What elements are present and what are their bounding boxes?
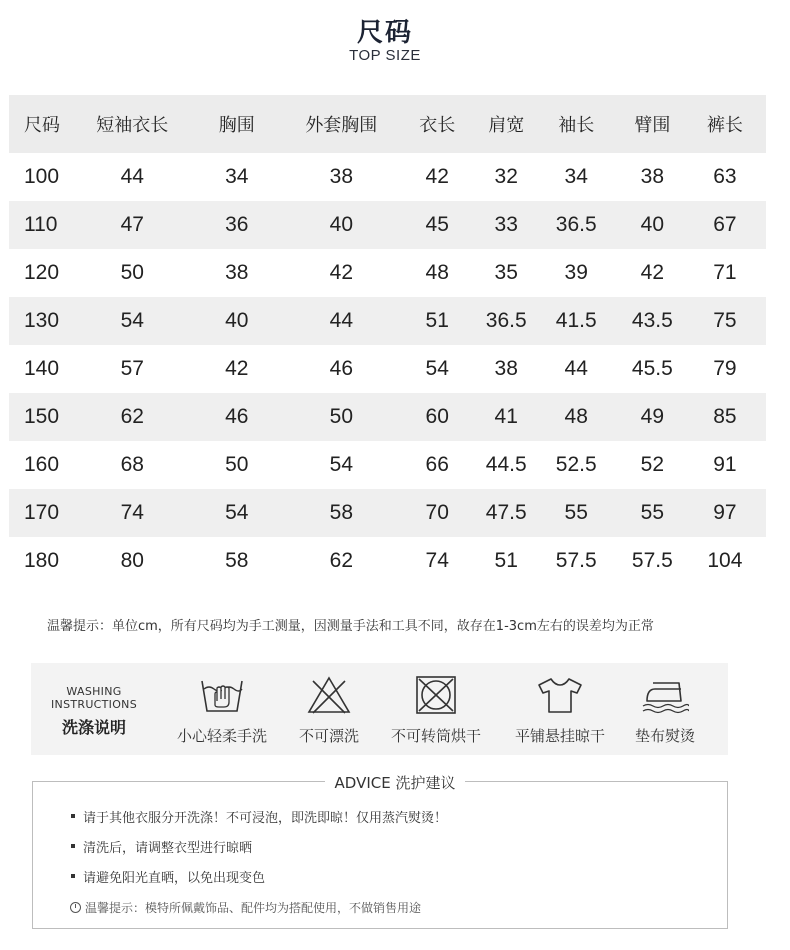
- measurement-cell: 63: [713, 165, 737, 188]
- wash-item-label: 不可漂洗: [298, 727, 359, 745]
- measurement-cell: 42: [425, 165, 449, 188]
- column-header: 外套胸围: [289, 95, 394, 153]
- measurement-cell: 44: [564, 357, 588, 380]
- measurement-cell: 42: [329, 261, 353, 284]
- column-header: 衣长: [394, 95, 481, 153]
- size-cell: 140: [24, 357, 60, 380]
- washing-title: [46, 685, 142, 738]
- advice-text: 请于其他衣服分开洗涤！不可浸泡，即洗即晾！仅用蒸汽熨烫！: [83, 811, 448, 826]
- advice-text: 请避免阳光直晒，以免出现变色: [83, 871, 266, 886]
- column-header: 尺码: [9, 95, 80, 153]
- measurement-cell: 46: [185, 393, 290, 441]
- table-row: [9, 537, 766, 585]
- measurement-cell: 43.5: [621, 297, 684, 345]
- page-title-zh: 尺码: [356, 18, 413, 48]
- measurement-cell: 49: [621, 393, 684, 441]
- advice-title-text: ADVICE 洗护建议: [325, 774, 466, 792]
- size-cell: 150: [9, 393, 80, 441]
- measurement-cell: 60: [394, 393, 481, 441]
- measurement-cell: 54: [329, 453, 353, 476]
- advice-tip-text: 温馨提示：模特所佩戴饰品、配件均为搭配使用，不做销售用途: [85, 901, 422, 915]
- size-table-header-row: [9, 95, 766, 153]
- measurement-cell: 38: [640, 165, 664, 188]
- wash-item-no-tumble-dry: [381, 675, 491, 746]
- page-title-en: TOP SIZE: [349, 47, 421, 64]
- size-cell: 100: [24, 165, 60, 188]
- measurement-cell: 33: [481, 201, 532, 249]
- measurement-cell: 44.5: [485, 453, 527, 476]
- washing-title-en-line2: INSTRUCTIONS: [51, 698, 137, 711]
- measurement-cell: 40: [185, 297, 290, 345]
- iron-with-cloth-icon: [641, 675, 689, 715]
- measurement-cell: 55: [532, 489, 621, 537]
- measurement-cell: 48: [532, 393, 621, 441]
- measurement-cell: 44: [289, 297, 394, 345]
- measurement-cell: 50: [225, 453, 249, 476]
- measurement-cell: 57: [120, 357, 144, 380]
- measurement-cell: 35: [494, 261, 518, 284]
- measurement-cell: 58: [225, 549, 249, 572]
- measurement-cell: 36: [185, 201, 290, 249]
- column-header: 裤长: [684, 95, 766, 153]
- no-bleach-icon: [305, 675, 353, 715]
- column-header: 胸围: [185, 95, 290, 153]
- measurement-cell: 62: [80, 393, 185, 441]
- measurement-cell: 34: [564, 165, 588, 188]
- table-row: [9, 489, 766, 537]
- measurement-cell: 52: [640, 453, 664, 476]
- measurement-cell: 45: [394, 201, 481, 249]
- measurement-cell: 54: [80, 297, 185, 345]
- measurement-cell: 58: [289, 489, 394, 537]
- no-tumble-dry-icon: [414, 675, 458, 715]
- table-row: [9, 153, 766, 201]
- measurement-cell: 42: [225, 357, 249, 380]
- measurement-cell: 85: [684, 393, 766, 441]
- clock-icon: [70, 902, 81, 913]
- table-row: [9, 441, 766, 489]
- measurement-cell: 75: [684, 297, 766, 345]
- table-row: [9, 393, 766, 441]
- measurement-cell: 46: [329, 357, 353, 380]
- measurement-cell: 67: [684, 201, 766, 249]
- measurement-cell: 38: [225, 261, 249, 284]
- measurement-cell: 50: [289, 393, 394, 441]
- size-cell: 110: [9, 201, 80, 249]
- measurement-cell: 52.5: [555, 453, 597, 476]
- measurement-cell: 40: [289, 201, 394, 249]
- size-cell: 170: [9, 489, 80, 537]
- measurement-cell: 51: [394, 297, 481, 345]
- measurement-cell: 54: [425, 357, 449, 380]
- size-cell: 180: [24, 549, 60, 572]
- measurement-cell: 55: [621, 489, 684, 537]
- wash-item-no-bleach: [289, 675, 369, 746]
- column-header: 袖长: [532, 95, 621, 153]
- measurement-cell: 40: [621, 201, 684, 249]
- wash-item-dry-flat: [505, 675, 615, 746]
- bullet-icon: [71, 814, 75, 818]
- measurement-cell: 38: [494, 357, 518, 380]
- measurement-cell: 104: [707, 549, 743, 572]
- wash-item-hand-wash: [172, 675, 272, 746]
- measurement-cell: 50: [120, 261, 144, 284]
- list-item: [71, 807, 447, 837]
- measurement-cell: 54: [185, 489, 290, 537]
- measurement-cell: 39: [564, 261, 588, 284]
- measurement-cell: 62: [329, 549, 353, 572]
- measurement-cell: 45.5: [631, 357, 673, 380]
- size-cell: 130: [9, 297, 80, 345]
- table-row: [9, 345, 766, 393]
- measurement-cell: 91: [713, 453, 737, 476]
- column-header: 短袖衣长: [80, 95, 185, 153]
- measurement-cell: 80: [120, 549, 144, 572]
- table-row: [9, 249, 766, 297]
- measurement-cell: 42: [640, 261, 664, 284]
- measurement-cell: 57.5: [555, 549, 597, 572]
- measurement-cell: 71: [713, 261, 737, 284]
- measurement-cell: 79: [713, 357, 737, 380]
- measurement-cell: 97: [684, 489, 766, 537]
- table-row: [9, 201, 766, 249]
- measurement-cell: 32: [494, 165, 518, 188]
- measurement-cell: 47.5: [481, 489, 532, 537]
- wash-item-label: 垫布熨烫: [634, 727, 695, 745]
- washing-title-en-line1: WASHING: [66, 685, 122, 698]
- size-table: [9, 95, 766, 585]
- measurement-note: 温馨提示：单位cm，所有尺码均为手工测量，因测量手法和工具不同，故存在1-3cm左右的误差均为正常: [47, 619, 654, 634]
- measurement-cell: 47: [80, 201, 185, 249]
- wash-item-label: 不可转筒烘干: [390, 727, 481, 745]
- measurement-cell: 68: [120, 453, 144, 476]
- measurement-cell: 74: [80, 489, 185, 537]
- table-row: [9, 297, 766, 345]
- measurement-cell: 66: [425, 453, 449, 476]
- column-header: 肩宽: [481, 95, 532, 153]
- advice-box: [32, 781, 728, 929]
- advice-text: 清洗后，请调整衣型进行晾晒: [83, 841, 253, 856]
- list-item: [71, 867, 447, 897]
- measurement-cell: 36.5: [481, 297, 532, 345]
- advice-tip: [70, 899, 421, 916]
- measurement-cell: 34: [225, 165, 249, 188]
- hand-wash-icon: [198, 675, 246, 715]
- measurement-cell: 70: [394, 489, 481, 537]
- column-header: 臂围: [621, 95, 684, 153]
- advice-title: [0, 772, 790, 793]
- wash-item-label: 平铺悬挂晾干: [514, 727, 605, 745]
- advice-list: [71, 807, 447, 897]
- measurement-cell: 48: [425, 261, 449, 284]
- washing-title-zh: 洗涤说明: [61, 718, 126, 737]
- measurement-cell: 44: [120, 165, 144, 188]
- measurement-cell: 38: [329, 165, 353, 188]
- washing-instructions-panel: [31, 663, 728, 755]
- measurement-cell: 57.5: [631, 549, 673, 572]
- measurement-cell: 36.5: [532, 201, 621, 249]
- size-cell: 160: [24, 453, 60, 476]
- dry-flat-icon: [535, 675, 585, 715]
- bullet-icon: [71, 874, 75, 878]
- wash-item-iron-with-cloth: [628, 675, 702, 746]
- measurement-cell: 74: [425, 549, 449, 572]
- measurement-cell: 41: [481, 393, 532, 441]
- list-item: [71, 837, 447, 867]
- bullet-icon: [71, 844, 75, 848]
- size-cell: 120: [24, 261, 60, 284]
- measurement-cell: 41.5: [532, 297, 621, 345]
- measurement-cell: 51: [494, 549, 518, 572]
- wash-item-label: 小心轻柔手洗: [176, 727, 267, 745]
